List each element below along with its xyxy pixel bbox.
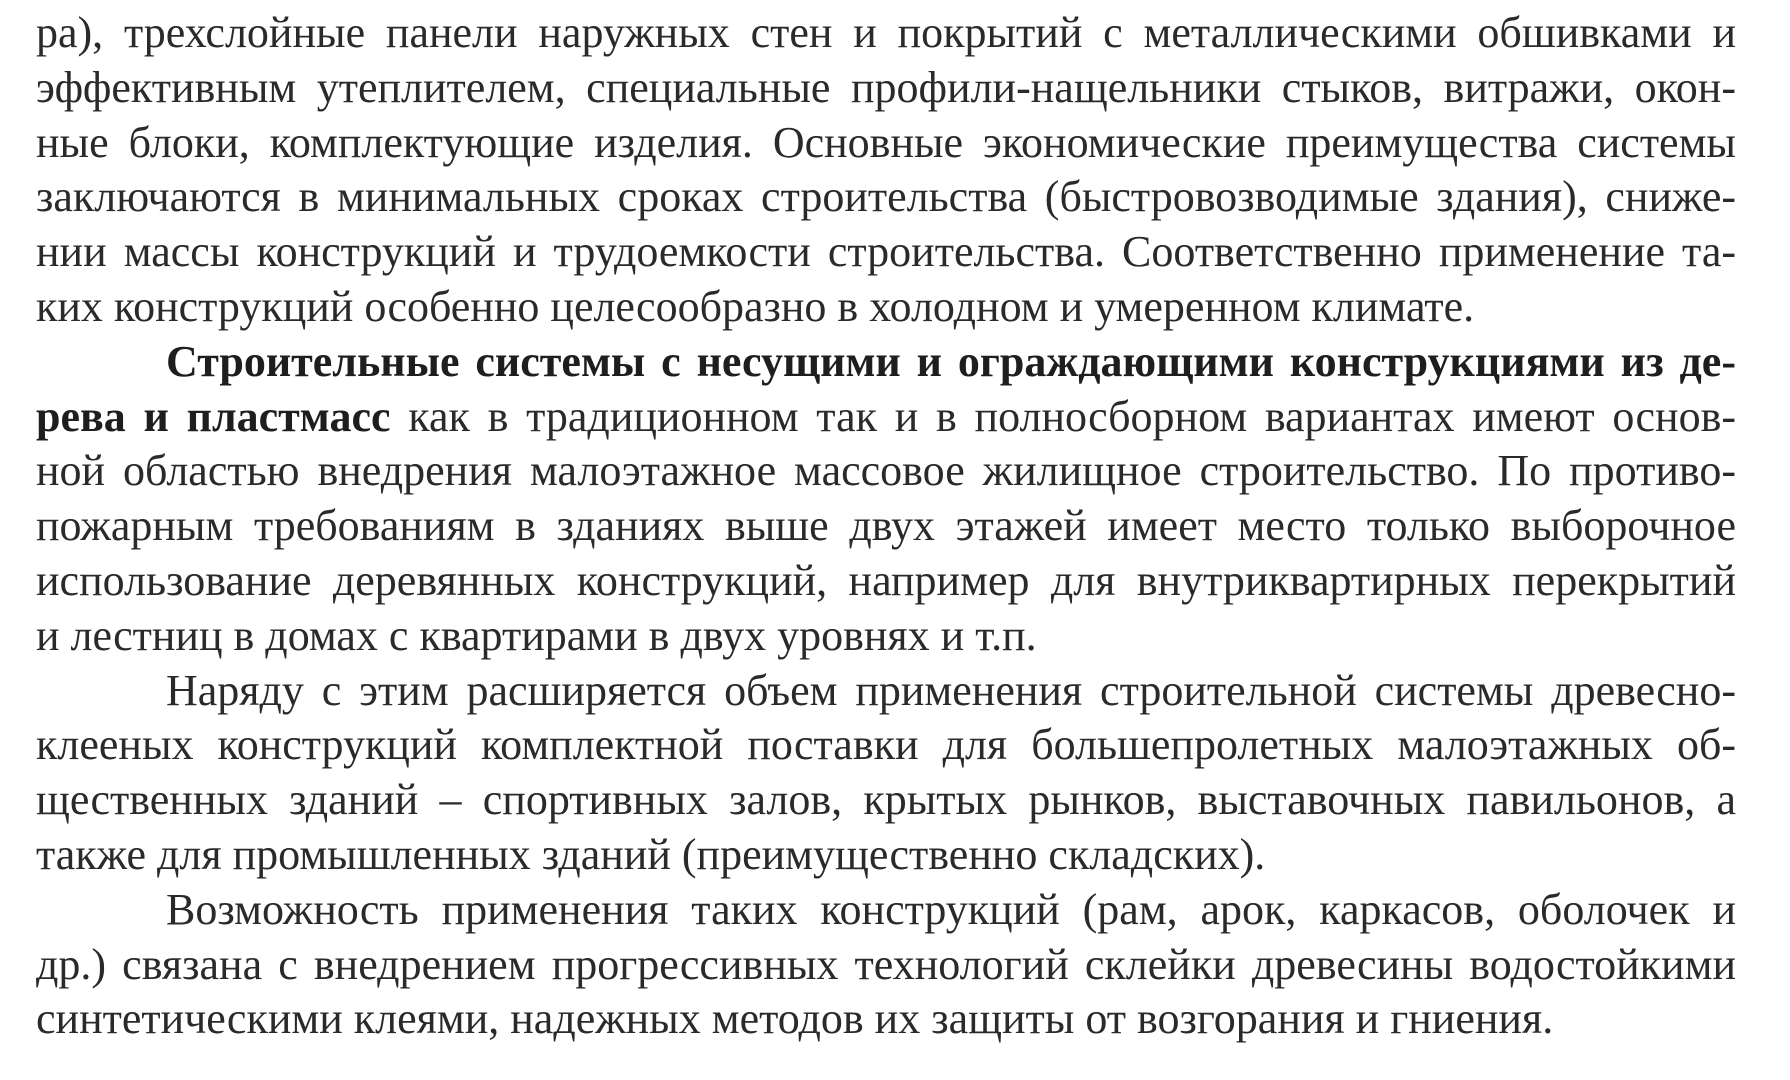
text-line: ких конструкций особенно целесообразно в холодном и умеренном климате.: [36, 281, 1475, 331]
document-page: [36, 6, 1736, 1047]
line-text: как в традиционном так и в полносборном вариантах имеют основ-: [390, 391, 1736, 441]
text-line: заключаются в минимальных сроках строительства (быстровозводимые здания), сниже-: [36, 172, 1736, 222]
text-line: ные блоки, комплектующие изделия. Основные экономические преимущества системы: [36, 117, 1736, 167]
bold-heading-text: рева и пластмасс: [36, 391, 391, 441]
text-line: Возможность применения таких конструкций (рам, арок, каркасов, оболочек и: [166, 884, 1736, 934]
text-line: щественных зданий – спортивных залов, крытых рынков, выставочных павильонов, а: [36, 775, 1736, 825]
text-line: [36, 390, 1736, 445]
text-line: др.) связана с внедрением прогрессивных технологий склейки древесины водостойкими: [36, 939, 1736, 989]
text-line: клееных конструкций комплектной поставки для большепролетных малоэтажных об-: [36, 720, 1736, 770]
text-line: Наряду с этим расширяется объем применения строительной системы древесно-: [166, 665, 1736, 715]
text-line: также для промышленных зданий (преимущественно складских).: [36, 829, 1266, 879]
text-line: синтетическими клеями, надежных методов их защиты от возгорания и гниения.: [36, 994, 1554, 1044]
text-line: [36, 335, 1736, 390]
text-line: и лестниц в домах с квартирами в двух уровнях и т.п.: [36, 610, 1037, 660]
text-line: ной областью внедрения малоэтажное массовое жилищное строительство. По противо-: [36, 446, 1736, 496]
text-line: эффективным утеплителем, специальные профили-нащельники стыков, витражи, окон-: [36, 62, 1736, 112]
text-line: пожарным требованиям в зданиях выше двух этажей имеет место только выборочное: [36, 501, 1736, 551]
text-line: нии массы конструкций и трудоемкости строительства. Соответственно применение та-: [36, 227, 1736, 277]
bold-heading-text: Строительные системы с несущими и ограждающими конструкциями из де-: [166, 336, 1736, 386]
text-line: ра), трехслойные панели наружных стен и покрытий с металлическими обшивками и: [36, 8, 1736, 57]
text-line: использование деревянных конструкций, например для внутриквартирных перекрытий: [36, 555, 1736, 605]
